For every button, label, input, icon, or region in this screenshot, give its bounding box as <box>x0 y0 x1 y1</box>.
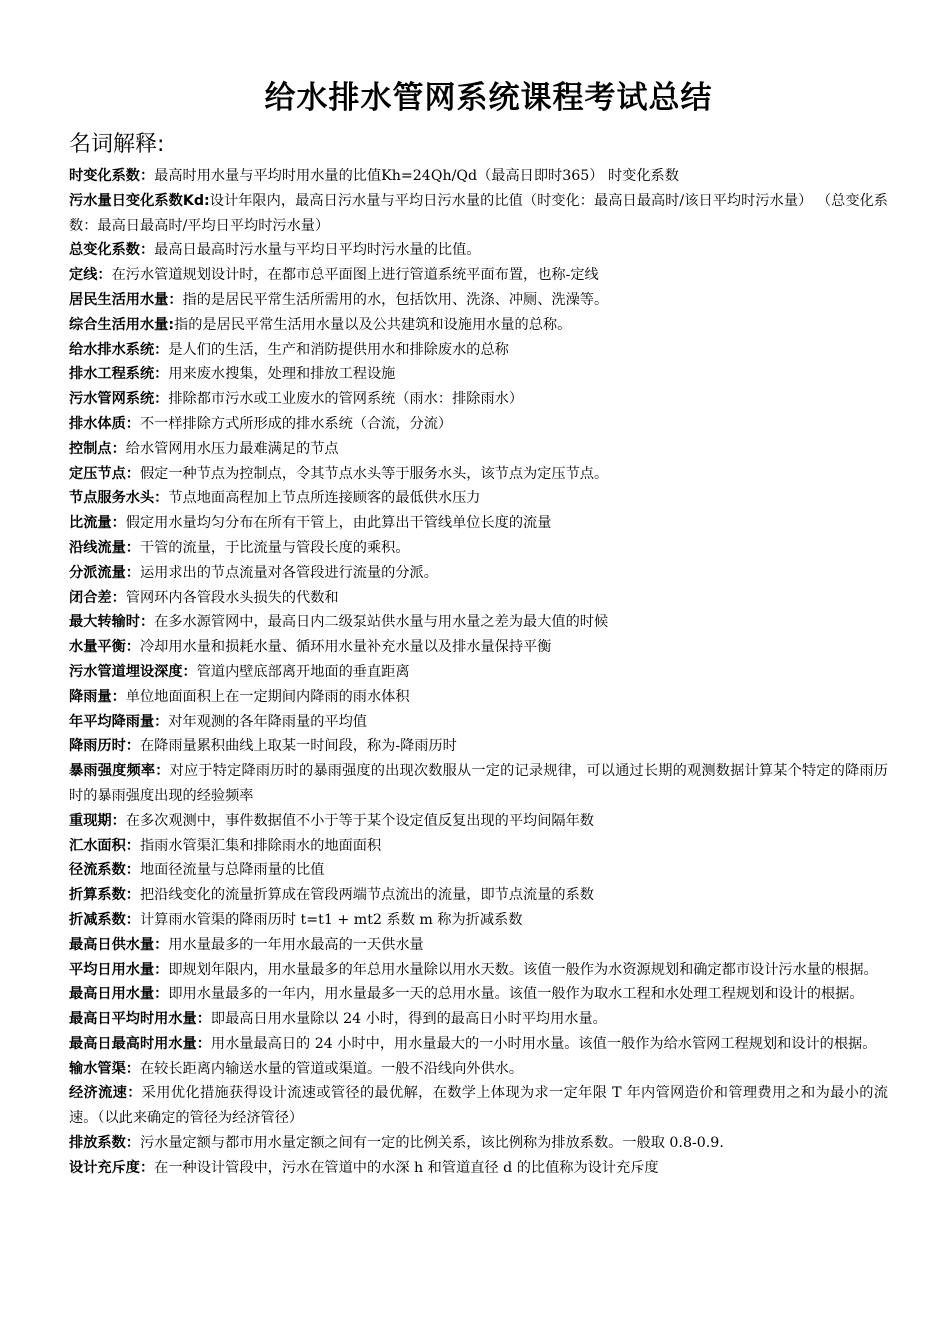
glossary-definition: 计算雨水管渠的降雨历时 t=t1 + mt2 系数 m 称为折减系数 <box>139 911 523 928</box>
glossary-definition: 地面径流量与总降雨量的比值 <box>139 862 325 879</box>
glossary-term: 闭合差： <box>69 589 126 606</box>
glossary-entry <box>69 387 888 412</box>
glossary-term: 最高日用水量： <box>69 986 169 1003</box>
glossary-term: 水量平衡： <box>69 639 140 656</box>
glossary-list <box>69 164 888 1181</box>
glossary-definition: 给水管网用水压力最难满足的节点 <box>125 440 339 457</box>
glossary-term: 污水量日变化系数Kd: <box>69 192 210 209</box>
glossary-entry <box>69 164 888 189</box>
glossary-term: 综合生活用水量: <box>69 316 174 333</box>
glossary-definition: 即最高日用水量除以 24 小时，得到的最高日小时平均用水量。 <box>210 1011 607 1028</box>
glossary-term: 折减系数： <box>69 911 140 928</box>
glossary-definition: 用水量最高日的 24 小时中，用水量最大的一小时用水量。该值一般作为给水管网工程规划和设计的根据。 <box>210 1035 877 1052</box>
glossary-term: 降雨历时： <box>69 738 140 755</box>
glossary-definition: 在多水源管网中，最高日内二级泵站供水量与用水量之差为最大值的时候 <box>154 614 609 631</box>
glossary-entry <box>69 809 888 834</box>
glossary-entry <box>69 561 888 586</box>
glossary-term: 节点服务水头： <box>69 490 169 507</box>
glossary-definition: 假定用水量均匀分布在所有干管上，由此算出干管线单位长度的流量 <box>125 515 552 532</box>
glossary-entry <box>69 338 888 363</box>
glossary-definition: 对应于特定降雨历时的暴雨强度的出现次数服从一定的记录规律，可以通过长期的观测数据计算某个特定的降雨历时的暴雨强度出现的经验频率 <box>69 763 888 804</box>
glossary-entry <box>69 660 888 685</box>
glossary-definition: 在污水管道规划设计时，在都市总平面图上进行管道系统平面布置，也称-定线 <box>111 267 599 284</box>
glossary-term: 给水排水系统： <box>69 341 169 358</box>
glossary-definition: 指的是居民平常生活所需用的水，包括饮用、洗涤、冲厕、洗澡等。 <box>182 291 609 308</box>
glossary-term: 最高日供水量： <box>69 936 169 953</box>
glossary-term: 折算系数： <box>69 887 140 904</box>
glossary-entry <box>69 412 888 437</box>
glossary-term: 排放系数： <box>69 1135 140 1152</box>
glossary-definition: 单位地面面积上在一定期间内降雨的雨水体积 <box>125 688 410 705</box>
glossary-definition: 在较长距离内输送水量的管道或渠道。一般不沿线向外供水。 <box>139 1060 524 1077</box>
glossary-definition: 把沿线变化的流量折算成在管段两端节点流出的流量，即节点流量的系数 <box>139 887 594 904</box>
document-title: 给水排水管网系统课程考试总结 <box>264 80 713 116</box>
glossary-definition: 假定一种节点为控制点，令其节点水头等于服务水头，该节点为定压节点。 <box>139 465 609 482</box>
glossary-entry <box>69 1131 888 1156</box>
glossary-definition: 对年观测的各年降雨量的平均值 <box>168 713 367 730</box>
glossary-entry <box>69 834 888 859</box>
glossary-entry <box>69 685 888 710</box>
glossary-entry <box>69 511 888 536</box>
glossary-entry <box>69 288 888 313</box>
glossary-entry <box>69 610 888 635</box>
glossary-term: 经济流速： <box>69 1085 142 1102</box>
glossary-entry <box>69 759 888 809</box>
glossary-term: 最大转输时： <box>69 614 155 631</box>
glossary-term: 最高日平均时用水量： <box>69 1011 211 1028</box>
glossary-definition: 干管的流量，于比流量与管段长度的乘积。 <box>139 539 410 556</box>
glossary-entry <box>69 958 888 983</box>
glossary-term: 年平均降雨量： <box>69 713 169 730</box>
glossary-entry <box>69 858 888 883</box>
glossary-term: 定压节点： <box>69 465 140 482</box>
glossary-entry <box>69 462 888 487</box>
glossary-definition: 指的是居民平常生活用水量以及公共建筑和设施用水量的总称。 <box>174 316 572 333</box>
glossary-entry <box>69 437 888 462</box>
glossary-term: 暴雨强度频率： <box>69 763 170 780</box>
glossary-term: 汇水面积： <box>69 837 140 854</box>
glossary-term: 控制点： <box>69 440 126 457</box>
glossary-entry <box>69 635 888 660</box>
glossary-term: 沿线流量： <box>69 539 140 556</box>
glossary-definition: 节点地面高程加上节点所连接顾客的最低供水压力 <box>168 490 481 507</box>
glossary-definition: 设计年限内，最高日污水量与平均日污水量的比值（时变化：最高日最高时/该日平均时污水量） （总变化系数：最高日最高时/平均日平均时污水量） <box>69 192 888 234</box>
glossary-entry <box>69 238 888 263</box>
glossary-entry <box>69 313 888 338</box>
glossary-term: 总变化系数： <box>69 242 155 259</box>
glossary-term: 定线： <box>69 267 112 284</box>
glossary-definition: 管道内壁底部离开地面的垂直距离 <box>196 663 410 680</box>
section-heading: 名词解释: <box>69 132 165 157</box>
glossary-term: 径流系数： <box>69 862 140 879</box>
glossary-term: 时变化系数： <box>69 168 155 184</box>
glossary-entry <box>69 486 888 511</box>
glossary-definition: 用水量最多的一年用水最高的一天供水量 <box>168 936 424 953</box>
glossary-term: 平均日用水量： <box>69 961 169 978</box>
glossary-term: 污水管网系统： <box>69 391 169 408</box>
glossary-term: 污水管道埋设深度： <box>69 663 197 680</box>
glossary-definition: 排除都市污水或工业废水的管网系统（雨水：排除雨水） <box>168 391 524 408</box>
glossary-term: 居民生活用水量： <box>69 291 183 308</box>
glossary-definition: 管网环内各管段水头损失的代数和 <box>125 589 339 606</box>
glossary-definition: 即用水量最多的一年内，用水量最多一天的总用水量。该值一般作为取水工程和水处理工程规划和设计的根据。 <box>168 986 864 1003</box>
glossary-definition: 用来废水搜集，处理和排放工程设施 <box>168 366 396 383</box>
glossary-entry <box>69 362 888 387</box>
glossary-entry <box>69 908 888 933</box>
glossary-entry <box>69 263 888 288</box>
glossary-definition: 不一样排除方式所形成的排水系统（合流，分流） <box>139 415 453 432</box>
glossary-entry <box>69 1057 888 1082</box>
glossary-term: 降雨量： <box>69 688 126 705</box>
glossary-entry <box>69 1007 888 1032</box>
glossary-entry <box>69 710 888 735</box>
glossary-entry <box>69 1156 888 1181</box>
glossary-term: 重现期： <box>69 812 126 829</box>
glossary-entry <box>69 1032 888 1057</box>
glossary-definition: 污水量定额与都市用水量定额之间有一定的比例关系，该比例称为排放系数。一般取 0.8-0.9. <box>139 1135 724 1152</box>
glossary-definition: 采用优化措施获得设计流速或管径的最优解，在数学上体现为求一定年限 T 年内管网造价和管理费用之和为最小的流速。（以此来确定的管径为经济管径） <box>69 1085 888 1127</box>
glossary-entry <box>69 982 888 1007</box>
glossary-entry <box>69 734 888 759</box>
glossary-entry <box>69 933 888 958</box>
glossary-entry <box>69 586 888 611</box>
glossary-term: 分派流量： <box>69 564 140 581</box>
glossary-term: 比流量： <box>69 515 126 532</box>
glossary-entry <box>69 883 888 908</box>
glossary-definition: 即规划年限内，用水量最多的年总用水量除以用水天数。该值一般作为水资源规划和确定都市设计污水量的根据。 <box>168 961 878 978</box>
glossary-definition: 冷却用水量和损耗水量、循环用水量补充水量以及排水量保持平衡 <box>139 639 552 656</box>
glossary-definition: 在多次观测中，事件数据值不小于等于某个设定值反复出现的平均间隔年数 <box>125 812 594 829</box>
glossary-term: 排水工程系统： <box>69 366 169 383</box>
glossary-term: 输水管渠： <box>69 1060 140 1077</box>
glossary-definition: 运用求出的节点流量对各管段进行流量的分派。 <box>139 564 438 581</box>
glossary-term: 最高日最高时用水量： <box>69 1035 211 1052</box>
glossary-definition: 在降雨量累积曲线上取某一时间段，称为-降雨历时 <box>139 738 457 755</box>
glossary-definition: 是人们的生活，生产和消防提供用水和排除废水的总称 <box>168 341 509 358</box>
glossary-term: 设计充斥度： <box>69 1159 155 1176</box>
glossary-definition: 最高日最高时污水量与平均日平均时污水量的比值。 <box>154 242 481 259</box>
glossary-entry <box>69 536 888 561</box>
glossary-entry <box>69 1081 888 1131</box>
glossary-definition: 最高时用水量与平均时用水量的比值Kh=24Qh/Qd（最高日即时365） 时变化系数 <box>154 168 679 184</box>
glossary-definition: 指雨水管渠汇集和排除雨水的地面面积 <box>139 837 382 854</box>
glossary-entry <box>69 189 888 239</box>
glossary-definition: 在一种设计管段中，污水在管道中的水深 h 和管道直径 d 的比值称为设计充斥度 <box>154 1159 659 1176</box>
glossary-term: 排水体质： <box>69 415 140 432</box>
